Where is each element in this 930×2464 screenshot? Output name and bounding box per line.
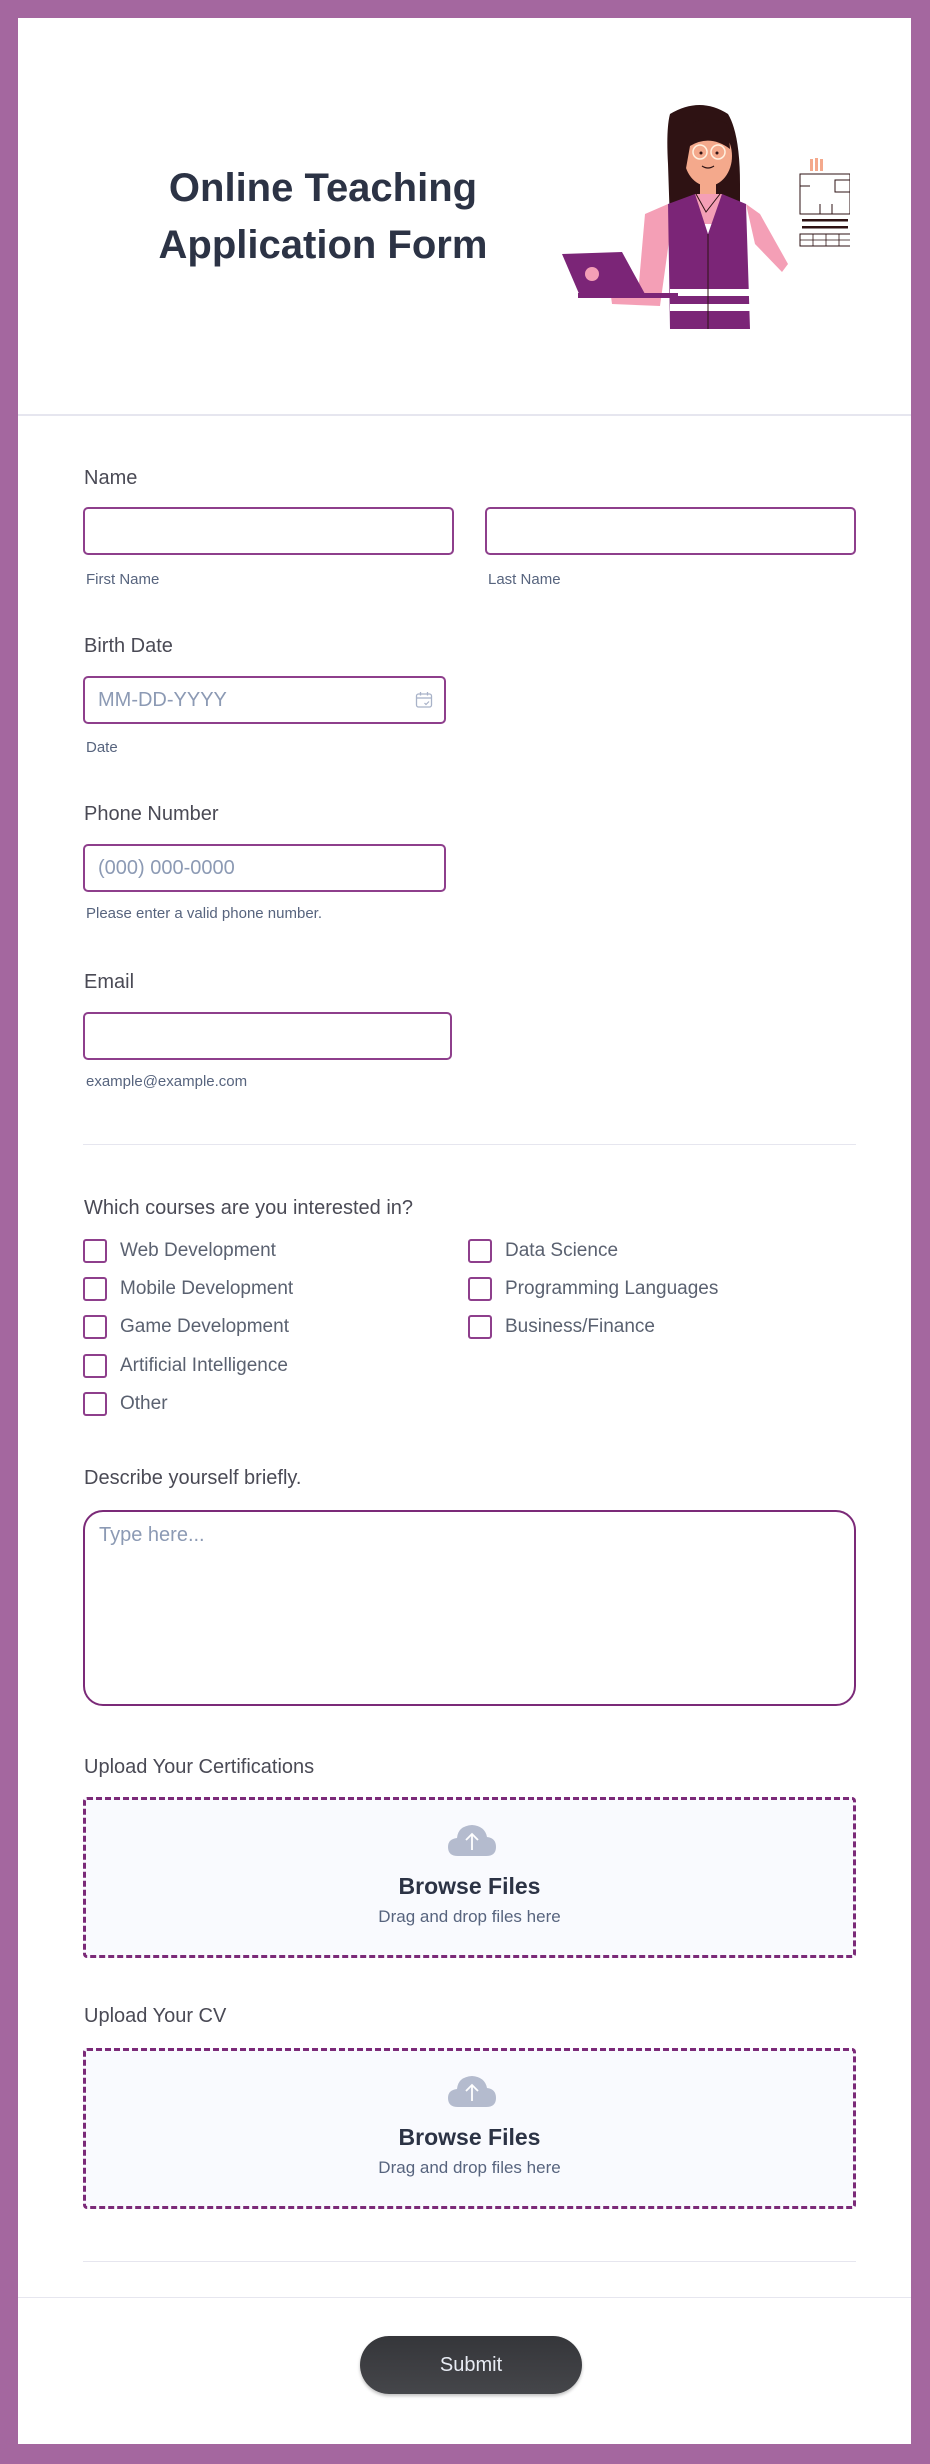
checkbox[interactable] — [83, 1277, 107, 1301]
checkbox[interactable] — [83, 1392, 107, 1416]
course-option-programming-languages[interactable] — [468, 1276, 718, 1302]
course-option-web-development[interactable] — [83, 1238, 276, 1264]
cv-dropzone[interactable] — [83, 2048, 856, 2209]
dropzone-hint: Drag and drop files here — [378, 1907, 561, 1926]
cloud-upload-icon — [448, 1823, 496, 1857]
checkbox-label: Business/Finance — [505, 1316, 655, 1337]
course-option-game-development[interactable] — [83, 1314, 289, 1340]
title-line-1: Online Teaching — [168, 166, 478, 210]
birth-date-sublabel: Date — [86, 739, 118, 756]
title-line-2: Application Form — [158, 223, 488, 267]
checkbox[interactable] — [83, 1315, 107, 1339]
dropzone-hint: Drag and drop files here — [378, 2158, 561, 2177]
checkbox-label: Artificial Intelligence — [120, 1355, 288, 1376]
email-label: Email — [84, 971, 135, 993]
footer-divider — [18, 2297, 911, 2298]
course-option-artificial-intelligence[interactable] — [83, 1353, 288, 1379]
first-name-sublabel: First Name — [86, 571, 160, 588]
phone-sublabel: Please enter a valid phone number. — [86, 905, 322, 922]
header-divider — [18, 414, 911, 416]
checkbox-label: Data Science — [505, 1240, 619, 1261]
first-name-input[interactable] — [83, 507, 454, 555]
cv-label: Upload Your CV — [84, 2005, 227, 2027]
page-title — [108, 160, 538, 274]
teacher-illustration-icon — [550, 104, 850, 349]
form-card — [18, 18, 911, 2444]
checkbox[interactable] — [468, 1239, 492, 1263]
checkbox[interactable] — [83, 1239, 107, 1263]
submit-button[interactable]: Submit — [360, 2336, 582, 2394]
browse-files-button[interactable]: Browse Files — [398, 1873, 541, 1899]
course-option-data-science[interactable] — [468, 1238, 618, 1264]
last-name-sublabel: Last Name — [488, 571, 561, 588]
certifications-label: Upload Your Certifications — [84, 1756, 315, 1778]
checkbox[interactable] — [468, 1315, 492, 1339]
checkbox-label: Game Development — [120, 1316, 289, 1337]
cloud-upload-icon — [448, 2074, 496, 2108]
section-divider — [83, 1144, 856, 1145]
birth-date-label: Birth Date — [84, 635, 173, 657]
calendar-icon[interactable] — [415, 691, 433, 709]
course-option-mobile-development[interactable] — [83, 1276, 293, 1302]
courses-label: Which courses are you interested in? — [84, 1197, 414, 1219]
describe-label: Describe yourself briefly. — [84, 1467, 302, 1489]
checkbox-label: Other — [120, 1393, 168, 1414]
email-input[interactable] — [83, 1012, 452, 1060]
browse-files-button[interactable]: Browse Files — [398, 2124, 541, 2150]
birth-date-input[interactable] — [83, 676, 446, 724]
checkbox-label: Mobile Development — [120, 1278, 294, 1299]
course-option-other[interactable] — [83, 1391, 168, 1417]
course-option-business-finance[interactable] — [468, 1314, 655, 1340]
checkbox[interactable] — [83, 1354, 107, 1378]
checkbox[interactable] — [468, 1277, 492, 1301]
certifications-dropzone[interactable] — [83, 1797, 856, 1958]
checkbox-label: Web Development — [120, 1240, 276, 1261]
section-divider — [83, 2261, 856, 2262]
email-sublabel: example@example.com — [86, 1073, 248, 1090]
name-label: Name — [84, 467, 138, 489]
phone-label: Phone Number — [84, 803, 219, 825]
last-name-input[interactable] — [485, 507, 856, 555]
describe-textarea[interactable] — [83, 1510, 856, 1706]
checkbox-label: Programming Languages — [505, 1278, 719, 1299]
phone-input[interactable] — [83, 844, 446, 892]
